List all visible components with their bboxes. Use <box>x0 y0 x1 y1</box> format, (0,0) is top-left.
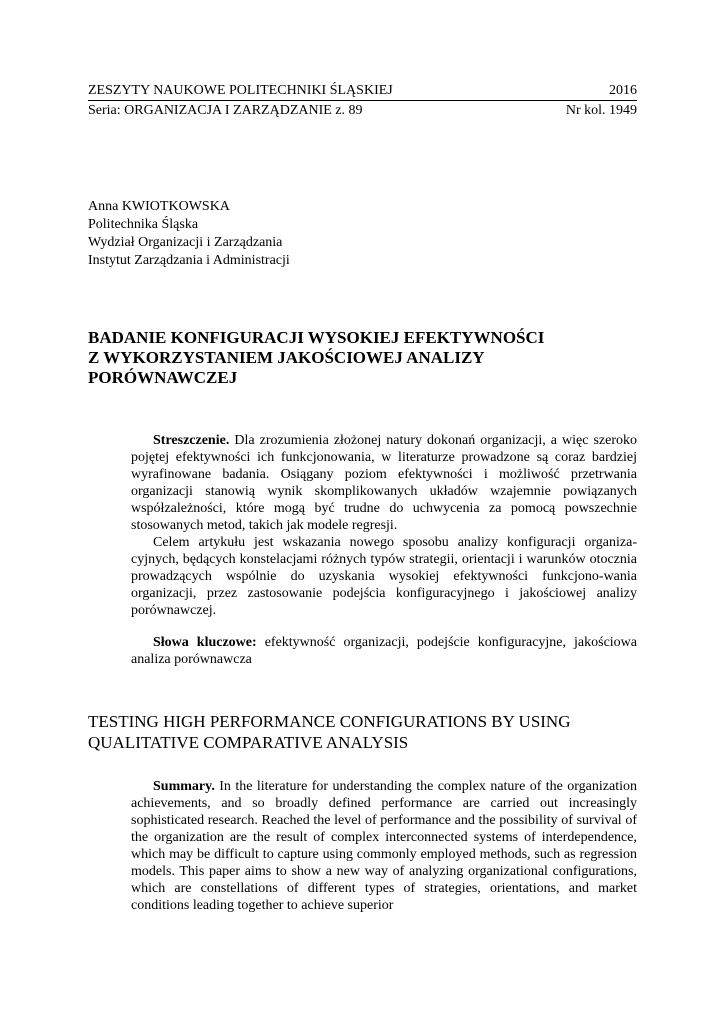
title-polish-line2: Z WYKORZYSTANIEM JAKOŚCIOWEJ ANALIZY <box>88 348 485 367</box>
keywords-paragraph <box>131 634 637 668</box>
title-polish <box>88 328 648 388</box>
author-name: Anna KWIOTKOWSKA <box>88 199 230 214</box>
keywords-label: Słowa kluczowe: <box>153 635 257 650</box>
issue-number: Nr kol. 1949 <box>565 103 637 118</box>
series-name: Seria: ORGANIZACJA I ZARZĄDZANIE z. 89 <box>88 103 363 118</box>
abstract-english-paragraph <box>131 778 637 914</box>
abstract-english-label: Summary. <box>153 779 215 794</box>
abstract-english-text: In the literature for understanding the complex nature of the organization achievements, and so broadly defined performance are carried out increasingly sophisticated research. Reached the level of performance and the possibility of survival of the organization are the result of complex interconnected systems of interdependence, which may be difficult to capture using commonly employed methods, such as regression models. This paper aims to show a new way of analyzing organizational configurations, which are constellations of different types of strategies, orientations, and market conditions leading together to achieve superior <box>131 779 637 913</box>
abstract-polish-text-1: Dla zrozumienia złożonej natury dokonań organizacji, a więc szeroko pojętej efektywności ich funkcjonowania, w literaturze prowadzone są coraz bardziej wyrafinowane badania. Osiągany poziom efektywności i możliwość przetrwania organizacji stanowią wynik skomplikowanych układów wzajemnie powiązanych współzależności, które mogą być trudne do uchwycenia za pomocą powszechnie stosowanych metod, takich jak modele regresji. <box>131 433 637 533</box>
running-header-top <box>88 83 637 99</box>
abstract-polish-paragraph-2: Celem artykułu jest wskazania nowego sposobu analizy konfiguracji organiza-cyjnych, będących konstelacjami różnych typów strategii, orientacji i warunków otocznia prowadzących wspólnie do uzyskania wysokiej efektywności funkcjono-wania organizacji, przez zastosowanie podejścia konfiguracyjnego i jakościowej analizy porównawczej. <box>131 535 637 618</box>
abstract-polish <box>131 432 637 619</box>
title-polish-line1: BADANIE KONFIGURACJI WYSOKIEJ EFEKTYWNOŚCI <box>88 328 545 347</box>
title-english <box>88 711 648 753</box>
author-block <box>88 198 290 270</box>
title-polish-line3: PORÓWNAWCZEJ <box>88 368 238 387</box>
keywords-text: efektywność organizacji, podejście konfiguracyjne, jakościowa analiza porównawcza <box>131 635 637 667</box>
abstract-polish-paragraph-1 <box>131 432 637 534</box>
abstract-english <box>131 778 637 914</box>
header-rule <box>88 100 637 101</box>
keywords-polish <box>131 634 637 668</box>
title-english-line1: TESTING HIGH PERFORMANCE CONFIGURATIONS BY USING <box>88 712 571 731</box>
abstract-english-clip <box>131 778 637 914</box>
journal-name: ZESZYTY NAUKOWE POLITECHNIKI ŚLĄSKIEJ <box>88 83 393 98</box>
journal-year: 2016 <box>609 83 637 98</box>
author-institute: Instytut Zarządzania i Administracji <box>88 253 290 268</box>
author-faculty: Wydział Organizacji i Zarządzania <box>88 235 283 250</box>
title-english-line2: QUALITATIVE COMPARATIVE ANALYSIS <box>88 733 409 752</box>
author-university: Politechnika Śląska <box>88 217 199 232</box>
abstract-polish-label: Streszczenie. <box>153 433 230 448</box>
running-header-bottom <box>88 103 637 119</box>
